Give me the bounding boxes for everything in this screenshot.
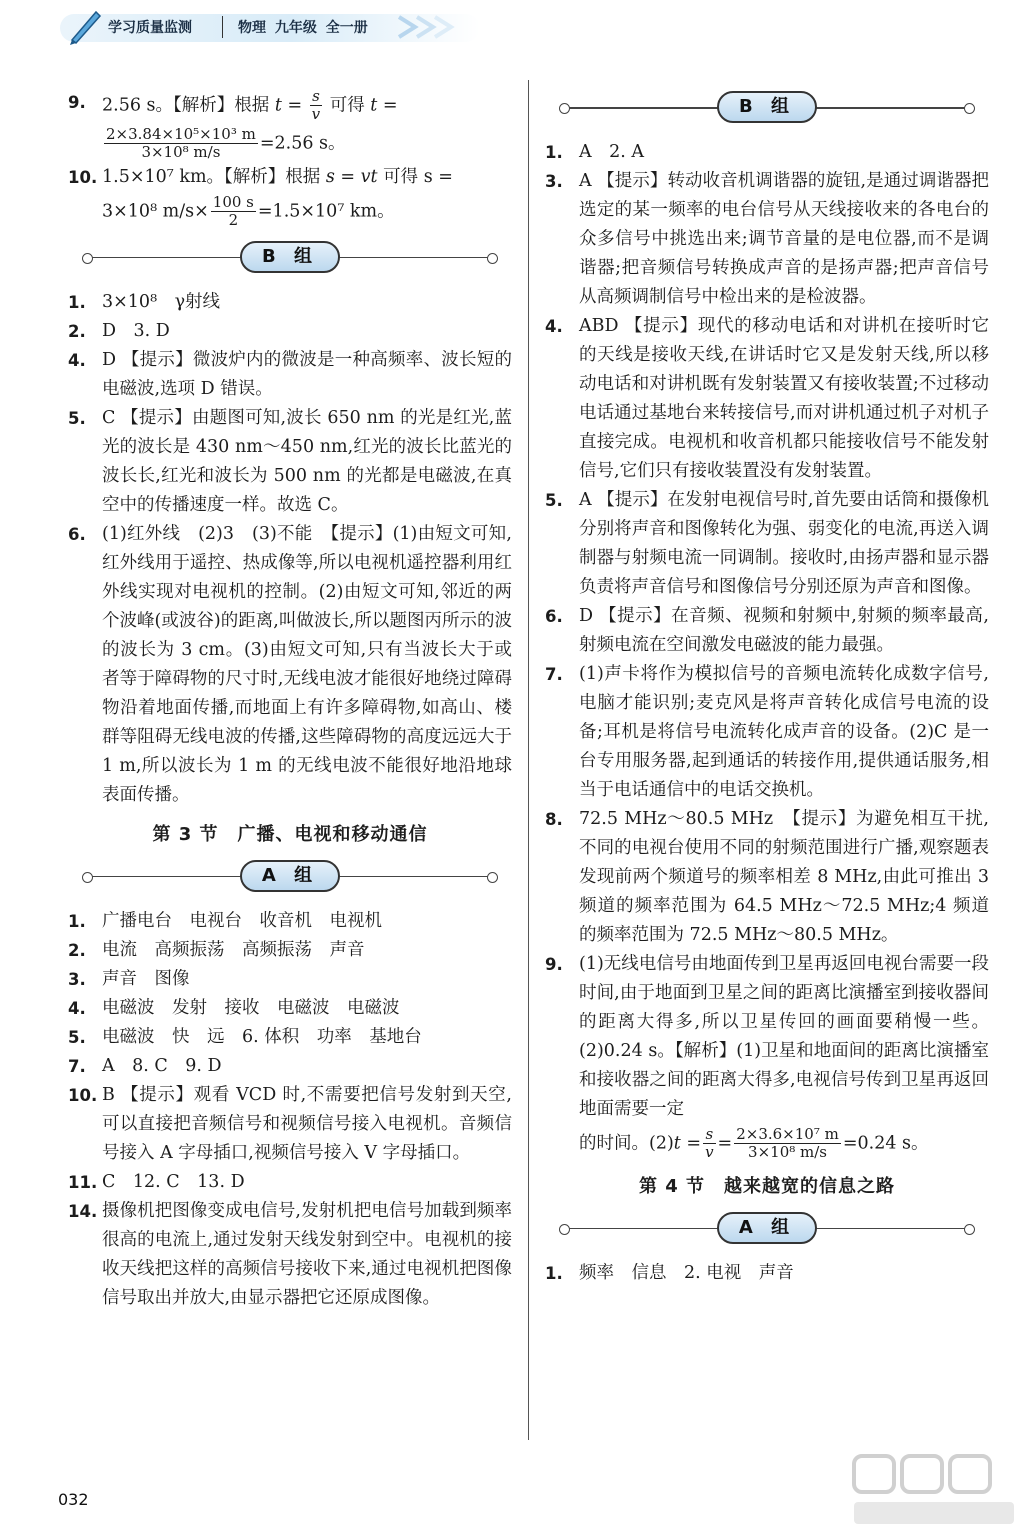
pen-icon [66, 6, 106, 46]
answer-item: 3. A 【提示】转动收音机调谐器的旋钮,是通过调谐器把选定的某一频率的电台信号从天线接收来的各电台的众多信号中挑选出来;调节音量的是电位器,而不是调谐器;把音频信号转换成声音的是扬声器;把声音信号从高频调制信号中检出来的是检波器。 [545, 171, 989, 307]
book-title: 学习质量监测 [108, 20, 192, 36]
result-text: =2.56 s。 [259, 132, 346, 153]
item-text: 3×10⁸ m/s× [102, 201, 209, 222]
column-divider [528, 80, 529, 1440]
item-text: 可得 [329, 95, 365, 116]
right-column [545, 88, 989, 1288]
header-divider [222, 16, 223, 38]
answer-item: 5. A 【提示】在发射电视信号时,首先要由话筒和摄像机分别将声音和图像转化为强、弱变化的电流,再送入调制器与射频电流一同调制。接收时,由扬声器和显示器负责将声音信号和图像信号分别还原为声音和图像。 [545, 490, 989, 597]
left-column [68, 88, 512, 1313]
answer-item: 5. 电磁波 快 远 6. 体积 功率 基地台 [68, 1026, 422, 1047]
fraction-s-over-v: $\frac{s}{v}$ [311, 87, 321, 124]
answer-item: 2. D 3. D [68, 320, 170, 341]
answer-item: 4. ABD 【提示】现代的移动电话和对讲机在接听时它的天线是接收天线,在讲话时它又是发射天线,所以移动电话和对讲机既有发射装置又有接收装置;不过移动电话通过基地台来转接信号,而对讲机通过机子对机子直接完成。电视机和收音机都只能接收信号不能发射信号,它们只有接收装置没有发射装置。 [545, 316, 989, 481]
item-text: 可得 s = [383, 167, 453, 187]
group-b-banner [545, 88, 989, 128]
item-text: (1)无线电信号由地面传到卫星再返回电视台需要一段时间,由于地面到卫星之间的距离比演播室到接收器间的距离大得多,所以卫星传回的画面要稍慢一些。(2)0.24 s。【解析】(1)卫星和地面间的距离比演播室和接收器之间的距离大得多,电视信号传到卫星再返回地面需要一定 [579, 954, 989, 1119]
group-a-banner [545, 1209, 989, 1249]
answer-item: 5. C 【提示】由题图可知,波长 650 nm 的光是红光,蓝光的波长是 430 nm～450 nm,红光的波长比蓝光的波长长,红光和波长为 500 nm 的光都是电磁波,在真空中的传播速度一样。故选 C。 [68, 407, 512, 515]
answer-continuation [68, 194, 512, 230]
fraction-s-over-v: $\frac{s}{v}$ [705, 1125, 714, 1162]
answer-item: 1. 频率 信息 2. 电视 声音 [545, 1262, 794, 1283]
answer-item: 1. A 2. A [545, 142, 645, 162]
fraction: $\frac{\text{2×3.6×10⁷ m}}{\text{3×10⁸ m/s}}$ [736, 1125, 839, 1162]
answer-continuation: 的时间。(2)t = $\frac{s}{v}$ = $\frac{\text{2×3.6×10⁷ m}}{\text{3×10⁸ m/s}}$ =0.24 s。 [579, 1125, 929, 1162]
answer-item: 9. 2.56 s。【解析】根据 t = $\frac{s}{v}$ 可得 t = [68, 87, 398, 124]
answer-item [68, 163, 512, 192]
result-text: =1.5×10⁷ km。 [257, 201, 395, 222]
answer-item: 3. 声音 图像 [68, 968, 190, 989]
answer-item: 8. 72.5 MHz～80.5 MHz 【提示】为避免相互干扰,不同的电视台使用不同的射频范围进行广播,观察题表发现前两个频道号的频率相差 8 MHz,由此可推出 3 频道的频率范围为 64.5 MHz～72.5 MHz;4 频道的频率范围为 72.5 MHz～80.5 MHz。 [545, 809, 989, 945]
group-label: A 组 [240, 860, 340, 892]
answer-item: 11. C 12. C 13. D [68, 1171, 245, 1192]
item-number: 10. [68, 168, 98, 187]
group-b-banner [68, 238, 512, 278]
subject-label: 物理 九年级 全一册 [238, 20, 368, 36]
group-label: A 组 [717, 1212, 817, 1244]
answer-item: 14. 摄像机把图像变成电信号,发射机把电信号加载到频率很高的电流上,通过发射天线发射到空中。电视机的接收天线把这样的高频信号接收下来,通过电视机把图像信号取出并放大,由显示器把它还原成图像。 [68, 1200, 512, 1308]
group-label: B 组 [240, 241, 340, 273]
chevrons-right-icon [395, 15, 475, 39]
answer-item: 6. D 【提示】在音频、视频和射频中,射频的频率最高,射频电流在空间激发电磁波的能力最强。 [545, 606, 989, 655]
answer-item: 6. (1)红外线 (2)3 (3)不能 【提示】(1)由短文可知,红外线用于遥控、热成像等,所以电视机遥控器利用红外线实现对电视机的控制。(2)由短文可知,邻近的两个波峰(或波谷)的距离,叫做波长,所以题图丙所示的波的波长为 3 cm。(3)由短文可知,只有当波长大于或者等于障碍物的尺寸时,无线电波才能很好地绕过障碍物沿着地面传播,而地面上有许多障碍物,如高山、楼群等阻碍无线电波的传播,这些障碍物的高度远远大于 1 m,所以波长为 1 m 的无线电波不能很好地沿地球表面传播。 [68, 523, 512, 805]
formula: s = vt [325, 167, 378, 187]
answer-item: 2. 电流 高频振荡 高频振荡 声音 [68, 939, 365, 960]
item-number: 9. [545, 955, 563, 974]
answer-item: 7. A 8. C 9. D [68, 1055, 222, 1076]
answer-item: 7. (1)声卡将作为模拟信号的音频电流转化成数字信号,电脑才能识别;麦克风是将声音转化成信号电流的设备;耳机是将信号电流转化成声音的设备。(2)C 是一台专用服务器,起到通话的转接作用,提供通话服务,相当于电话通信中的电话交换机。 [545, 664, 989, 800]
page-number: 032 [58, 1490, 89, 1509]
answer-continuation [68, 126, 512, 162]
formula: t = [274, 95, 308, 116]
fraction: $\frac{100 s}{2}$ [212, 193, 254, 230]
answer-item: 10. B 【提示】观看 VCD 时,不需要把信号发射到天空,可以直接把音频信号和视频信号接入电视机。音频信号接入 A 字母插口,视频信号接入 V 字母插口。 [68, 1084, 512, 1163]
group-a-banner [68, 857, 512, 897]
answer-item: 4. D 【提示】微波炉内的微波是一种高频率、波长短的电磁波,选项 D 错误。 [68, 349, 512, 399]
watermark-logo [850, 1450, 1020, 1530]
item-text: 2.56 s。【解析】根据 [102, 95, 270, 116]
answer-item: 4. 电磁波 发射 接收 电磁波 电磁波 [68, 997, 400, 1018]
group-label: B 组 [717, 91, 817, 123]
page-header [0, 0, 1029, 50]
fraction: $\frac{\text{2×3.84×10⁵×10³ m}}{\text{3×10⁸ m/s}}$ [106, 124, 256, 161]
answer-item [545, 950, 989, 1124]
section-title: 第 4 节 越来越宽的信息之路 [638, 1175, 896, 1197]
item-text: 1.5×10⁷ km。【解析】根据 [102, 167, 321, 187]
section-title: 第 3 节 广播、电视和移动通信 [152, 823, 428, 845]
answer-item: 1. 3×10⁸ γ射线 [68, 291, 221, 312]
answer-item: 1. 广播电台 电视台 收音机 电视机 [68, 910, 382, 931]
item-number: 9. [68, 93, 86, 112]
